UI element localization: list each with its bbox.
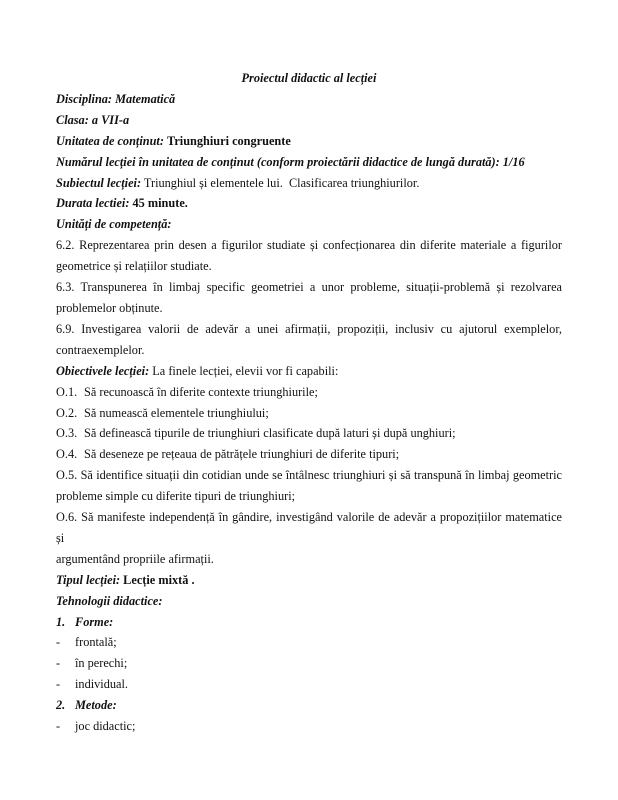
competenta-line: contraexemplelor. — [56, 342, 145, 357]
obiectiv-number: O.2. — [56, 405, 78, 420]
forme-heading — [56, 612, 562, 633]
metode-number: 2. — [56, 698, 66, 713]
obiectiv-number: O.3. — [56, 426, 78, 441]
competenta-line: 6.2. Reprezentarea prin desen a figurilor studiate și confecționarea din diferite materiale a figurilor — [56, 238, 562, 253]
competenta-line: 6.3. Transpunerea în limbaj specific geometriei a unor probleme, situații-problemă și rezolvarea — [56, 280, 562, 295]
obiectiv-text: Să numească elementele triunghiului; — [84, 405, 269, 420]
durata-label: Durata lectiei: — [56, 196, 130, 211]
obiectiv-number: O.5. — [56, 468, 78, 483]
competenta-line: problemelor obținute. — [56, 300, 163, 315]
obiectiv-line — [56, 465, 562, 486]
competenta-line: 6.9. Investigarea valorii de adevăr a unei afirmații, propoziții, inclusiv cu ajutorul exemplelor, — [56, 321, 562, 336]
obiectiv-text: Să recunoască în diferite contexte triunghiurile; — [84, 384, 318, 399]
forme-text: frontală; — [75, 635, 117, 650]
obiectiv-item — [56, 444, 562, 465]
competenta-item — [56, 319, 562, 361]
dash-bullet: - — [56, 656, 61, 671]
obiectiv-item — [56, 403, 562, 424]
forme-text: în perechi; — [75, 656, 128, 671]
competenta-item — [56, 235, 562, 277]
tipul-value: Lecție mixtă . — [123, 572, 195, 587]
subiectul-lectiei — [56, 173, 562, 194]
document-title: Proiectul didactic al lecției — [241, 71, 377, 85]
tipul-lectiei — [56, 570, 562, 591]
obiectiv-text: Să definească tipurile de triunghiuri clasificate după laturi și după unghiuri; — [84, 426, 456, 441]
subiectul-label: Subiectul lecției: — [56, 175, 142, 190]
obiectiv-text: Să manifeste independență în gândire, investigând valorile de adevăr a propozițiilor matematice și — [56, 510, 562, 545]
obiectivele-lectiei — [56, 361, 562, 382]
dash-bullet: - — [56, 677, 61, 692]
clasa: Clasa: a VII-a — [56, 112, 130, 127]
forme-item — [56, 632, 562, 653]
metode-text: joc didactic; — [75, 719, 136, 734]
disciplina: Disciplina: Matematică — [56, 91, 176, 106]
forme-item — [56, 674, 562, 695]
obiective-intro: La finele lecției, elevii vor fi capabili: — [152, 363, 339, 378]
obiectiv-line: probleme simple cu diferite tipuri de triunghiuri; — [56, 489, 296, 504]
forme-number: 1. — [56, 614, 66, 629]
tehnologii-heading: Tehnologii didactice: — [56, 593, 163, 608]
tipul-label: Tipul lecției: — [56, 572, 121, 587]
forme-text: individual. — [75, 677, 128, 692]
numarul-lectiei: Numărul lecției în unitatea de conținut (conform proiectării didactice de lungă durată): 1/16 — [56, 154, 525, 169]
unitatea-label: Unitatea de conținut: — [56, 133, 164, 148]
metode-heading — [56, 695, 562, 716]
obiective-label: Obiectivele lecției: — [56, 363, 150, 378]
document-page — [56, 68, 562, 737]
durata-lectiei — [56, 193, 562, 214]
metode-label: Metode: — [75, 698, 117, 713]
obiectiv-number: O.4. — [56, 447, 78, 462]
metode-item — [56, 716, 562, 737]
obiectiv-item — [56, 465, 562, 507]
obiectiv-line: argumentând propriile afirmații. — [56, 551, 214, 566]
durata-value: 45 minute. — [132, 196, 188, 211]
obiectiv-item — [56, 423, 562, 444]
dash-bullet: - — [56, 635, 61, 650]
forme-label: Forme: — [75, 614, 114, 629]
obiectiv-number: O.6. — [56, 510, 78, 525]
forme-item — [56, 653, 562, 674]
dash-bullet: - — [56, 719, 61, 734]
obiectiv-item — [56, 382, 562, 403]
competenta-item — [56, 277, 562, 319]
obiectiv-text: Să deseneze pe rețeaua de pătrățele triunghiuri de diferite tipuri; — [84, 447, 400, 462]
competenta-line: geometrice și relațiilor studiate. — [56, 259, 212, 274]
subiectul-value: Triunghiul și elementele lui. Clasificarea triunghiurilor. — [143, 175, 420, 190]
obiectiv-text: Să identifice situații din cotidian unde se întâlnesc triunghiuri și să transpună în limbaj geometric — [80, 468, 563, 483]
obiectiv-number: O.1. — [56, 384, 78, 399]
unitati-competenta-heading: Unități de competență: — [56, 217, 172, 232]
obiectiv-line — [56, 507, 562, 549]
obiectiv-item — [56, 507, 562, 570]
unitatea-value: Triunghiuri congruente — [167, 133, 291, 148]
unitatea-continut — [56, 131, 562, 152]
